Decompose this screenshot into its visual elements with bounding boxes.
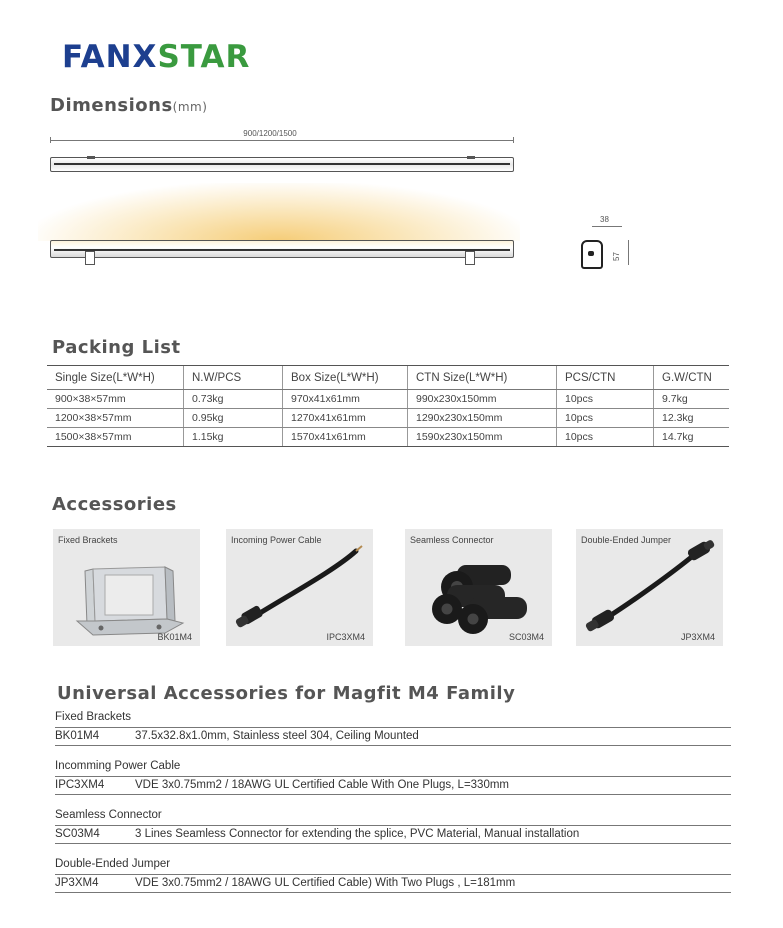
col-box-size: Box Size(L*W*H) xyxy=(283,366,408,390)
light-glow xyxy=(38,183,520,241)
packing-header-row xyxy=(47,366,729,390)
cell: 0.95kg xyxy=(184,409,283,428)
col-pcs-ctn: PCS/CTN xyxy=(557,366,654,390)
item-code: SC03M4 xyxy=(55,828,100,840)
item-code: JP3XM4 xyxy=(55,877,99,889)
accessory-name: Double-Ended Jumper xyxy=(581,535,672,545)
logo-text-part1: FANX xyxy=(62,39,158,75)
col-gw-ctn: G.W/CTN xyxy=(654,366,730,390)
cell: 10pcs xyxy=(557,428,654,447)
jumper-image-icon xyxy=(576,529,723,646)
light-bar-top-view xyxy=(50,157,514,172)
col-single-size: Single Size(L*W*H) xyxy=(47,366,184,390)
col-ctn-size: CTN Size(L*W*H) xyxy=(408,366,557,390)
logo-text-part2: STAR xyxy=(157,39,251,75)
cell: 970x41x61mm xyxy=(283,390,408,409)
cell: 900×38×57mm xyxy=(47,390,184,409)
profile-cross-section-icon xyxy=(581,240,603,269)
accessory-card-brackets xyxy=(53,529,200,646)
accessory-name: Fixed Brackets xyxy=(58,535,118,545)
cell: 1590x230x150mm xyxy=(408,428,557,447)
cell: 9.7kg xyxy=(654,390,730,409)
power-cable-image-icon xyxy=(226,529,373,646)
item-description: VDE 3x0.75mm2 / 18AWG UL Certified Cable) With Two Plugs , L=181mm xyxy=(135,877,516,889)
profile-height-line xyxy=(628,240,629,265)
profile-width-line xyxy=(592,226,622,227)
cell: 14.7kg xyxy=(654,428,730,447)
table-row xyxy=(47,428,729,447)
item-code: IPC3XM4 xyxy=(55,779,105,791)
universal-group-jumper xyxy=(55,858,731,893)
dimensions-unit: (mm) xyxy=(172,100,208,114)
item-description: 3 Lines Seamless Connector for extending the splice, PVC Material, Manual installation xyxy=(135,828,580,840)
brand-logo xyxy=(62,39,251,75)
accessory-card-jumper xyxy=(576,529,723,646)
cell: 1200×38×57mm xyxy=(47,409,184,428)
accessory-name: Incoming Power Cable xyxy=(231,535,322,545)
col-nw: N.W/PCS xyxy=(184,366,283,390)
group-name: Double-Ended Jumper xyxy=(55,858,731,875)
group-name: Incomming Power Cable xyxy=(55,760,731,777)
dimensions-heading: Dimensions(mm) xyxy=(50,95,208,116)
item-description: 37.5x32.8x1.0mm, Stainless steel 304, Ceiling Mounted xyxy=(135,730,419,742)
cell: 1570x41x61mm xyxy=(283,428,408,447)
accessory-card-seamless-connector xyxy=(405,529,552,646)
cell: 10pcs xyxy=(557,409,654,428)
universal-group-brackets xyxy=(55,711,731,746)
universal-group-power-cable xyxy=(55,760,731,795)
list-item xyxy=(55,777,731,795)
bracket-image-icon xyxy=(53,529,200,646)
table-row xyxy=(47,409,729,428)
cell: 1500×38×57mm xyxy=(47,428,184,447)
accessories-heading: Accessories xyxy=(52,494,177,515)
table-row xyxy=(47,390,729,409)
list-item xyxy=(55,728,731,746)
profile-height-label: 57 xyxy=(611,252,621,261)
cell: 0.73kg xyxy=(184,390,283,409)
length-dimension-label: 900/1200/1500 xyxy=(243,129,297,138)
cell: 1290x230x150mm xyxy=(408,409,557,428)
accessory-code: SC03M4 xyxy=(508,632,544,642)
cell: 1270x41x61mm xyxy=(283,409,408,428)
accessory-name: Seamless Connector xyxy=(410,535,494,545)
group-name: Seamless Connector xyxy=(55,809,731,826)
accessory-code: BK01M4 xyxy=(157,632,192,642)
item-description: VDE 3x0.75mm2 / 18AWG UL Certified Cable With One Plugs, L=330mm xyxy=(135,779,510,791)
item-code: BK01M4 xyxy=(55,730,100,742)
cell: 990x230x150mm xyxy=(408,390,557,409)
accessory-code: IPC3XM4 xyxy=(326,632,365,642)
cell: 10pcs xyxy=(557,390,654,409)
packing-table xyxy=(47,365,729,447)
cell: 12.3kg xyxy=(654,409,730,428)
group-name: Fixed Brackets xyxy=(55,711,731,728)
universal-accessories-heading: Universal Accessories for Magfit M4 Family xyxy=(57,683,516,704)
cell: 1.15kg xyxy=(184,428,283,447)
length-dimension-line xyxy=(50,137,514,143)
seamless-connector-image-icon xyxy=(405,529,552,646)
profile-width-label: 38 xyxy=(600,215,609,224)
list-item xyxy=(55,826,731,844)
accessory-code: JP3XM4 xyxy=(680,632,715,642)
universal-group-seamless-connector xyxy=(55,809,731,844)
list-item xyxy=(55,875,731,893)
packing-list-heading: Packing List xyxy=(52,337,181,358)
light-bar-side-view xyxy=(50,240,514,258)
accessory-card-power-cable xyxy=(226,529,373,646)
